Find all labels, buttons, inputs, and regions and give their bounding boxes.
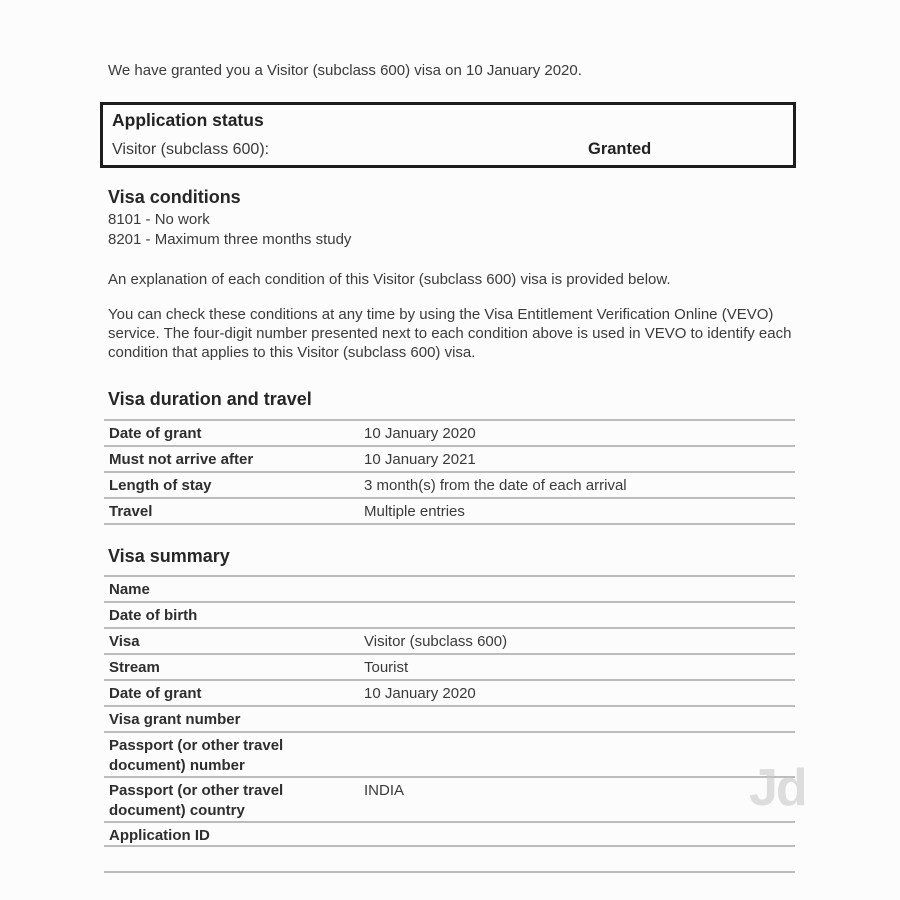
table-row [104, 419, 795, 445]
row-label: Must not arrive after [109, 451, 254, 468]
row-label: Passport (or other travel document) number [109, 737, 284, 774]
vevo-note: You can check these conditions at any time by using the Visa Entitlement Verification Online (VEVO) service. The four-digit number presented next to each condition above is used in VEVO to identify each condition that applies to this Visitor (subclass 600) visa. [108, 306, 792, 361]
row-label: Application ID [109, 827, 210, 844]
table-row [104, 627, 795, 653]
row-value: Visitor (subclass 600) [364, 633, 508, 650]
row-value: Multiple entries [364, 503, 465, 520]
row-value [364, 603, 795, 627]
visa-condition-item: 8201 - Maximum three months study [108, 231, 352, 248]
visa-duration-table [104, 419, 795, 525]
row-value: 10 January 2020 [364, 425, 476, 442]
visa-duration-heading: Visa duration and travel [108, 389, 312, 409]
row-value [364, 823, 795, 845]
row-value: INDIA [364, 782, 405, 799]
intro-sentence: We have granted you a Visitor (subclass 600) visa on 10 January 2020. [108, 62, 582, 79]
table-row [104, 445, 795, 471]
jd-watermark: Jd [749, 759, 806, 817]
bottom-divider [104, 871, 795, 873]
row-label: Passport (or other travel document) country [109, 782, 284, 819]
table-row [104, 601, 795, 627]
row-value [364, 577, 795, 601]
row-label: Stream [109, 659, 160, 676]
row-label: Date of grant [109, 425, 202, 442]
row-label: Date of grant [109, 685, 202, 702]
row-label: Visa [109, 633, 140, 650]
table-row [104, 497, 795, 523]
row-value [364, 707, 795, 731]
row-value: 3 month(s) from the date of each arrival [364, 477, 627, 494]
table-row [104, 575, 795, 601]
application-status-title: Application status [112, 110, 264, 130]
row-value: 10 January 2020 [364, 685, 476, 702]
row-value: 10 January 2021 [364, 451, 476, 468]
row-label: Date of birth [109, 607, 198, 624]
table-row [104, 705, 795, 731]
visa-summary-heading: Visa summary [108, 546, 230, 566]
application-status-label: Visitor (subclass 600): [112, 141, 270, 158]
table-row [104, 679, 795, 705]
row-value: Tourist [364, 659, 409, 676]
table-row [104, 471, 795, 497]
application-status-box [100, 102, 796, 168]
row-value [364, 733, 795, 776]
visa-condition-item: 8101 - No work [108, 211, 210, 228]
row-label: Visa grant number [109, 711, 241, 728]
row-label: Length of stay [109, 477, 212, 494]
visa-summary-table [104, 575, 795, 847]
row-label: Name [109, 581, 150, 598]
conditions-explanation: An explanation of each condition of this Visitor (subclass 600) visa is provided below. [108, 271, 671, 288]
table-row [104, 731, 795, 776]
table-row [104, 653, 795, 679]
application-status-value: Granted [588, 140, 652, 158]
table-row [104, 776, 795, 821]
row-label: Travel [109, 503, 153, 520]
table-row [104, 821, 795, 845]
visa-conditions-heading: Visa conditions [108, 187, 241, 207]
